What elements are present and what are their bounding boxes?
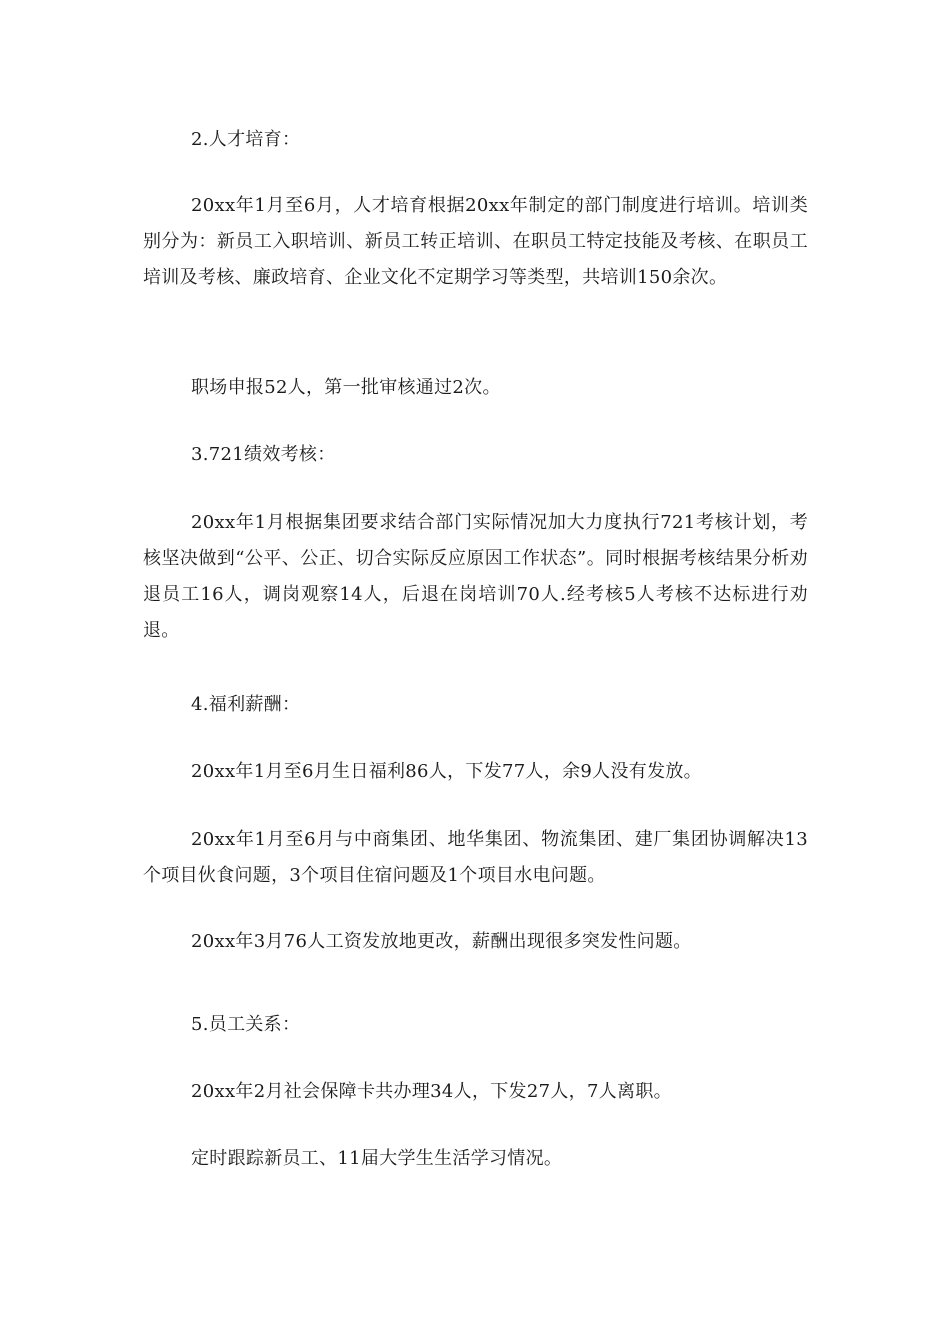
paragraph-training-summary: 20xx年1月至6月，人才培育根据20xx年制定的部门制度进行培训。培训类别分为：新员工入职培训、新员工转正培训、在职员工特定技能及考核、在职员工培训及考核、廉政培育、企业文化不定期学习等类型，共培训150余次。 bbox=[143, 195, 808, 288]
paragraph-job-declaration: 职场申报52人，第一批审核通过2次。 bbox=[191, 377, 501, 398]
paragraph-performance-review: 20xx年1月根据集团要求结合部门实际情况加大力度执行721考核计划，考核坚决做到“公平、公正、切合实际反应原因工作状态”。同时根据考核结果分析劝退员工16人，调岗观察14人，后退在岗培训70人.经考核5人考核不达标进行劝退。 bbox=[143, 512, 808, 641]
heading-talent-cultivation: 2.人才培育： bbox=[191, 129, 301, 150]
heading-performance-review: 3.721绩效考核： bbox=[191, 444, 336, 465]
heading-welfare-salary: 4.福利薪酬： bbox=[191, 694, 301, 715]
paragraph-birthday-welfare: 20xx年1月至6月生日福利86人，下发77人，余9人没有发放。 bbox=[191, 761, 702, 782]
paragraph-salary-change: 20xx年3月76人工资发放地更改，薪酬出现很多突发性问题。 bbox=[191, 931, 692, 952]
paragraph-new-employee-tracking: 定时跟踪新员工、11届大学生生活学习情况。 bbox=[191, 1148, 563, 1169]
paragraph-group-coordination: 20xx年1月至6月与中商集团、地华集团、物流集团、建厂集团协调解决13个项目伙食问题，3个项目住宿问题及1个项目水电问题。 bbox=[143, 829, 808, 886]
heading-employee-relations: 5.员工关系： bbox=[191, 1014, 301, 1035]
paragraph-social-security-card: 20xx年2月社会保障卡共办理34人，下发27人，7人离职。 bbox=[191, 1081, 672, 1102]
